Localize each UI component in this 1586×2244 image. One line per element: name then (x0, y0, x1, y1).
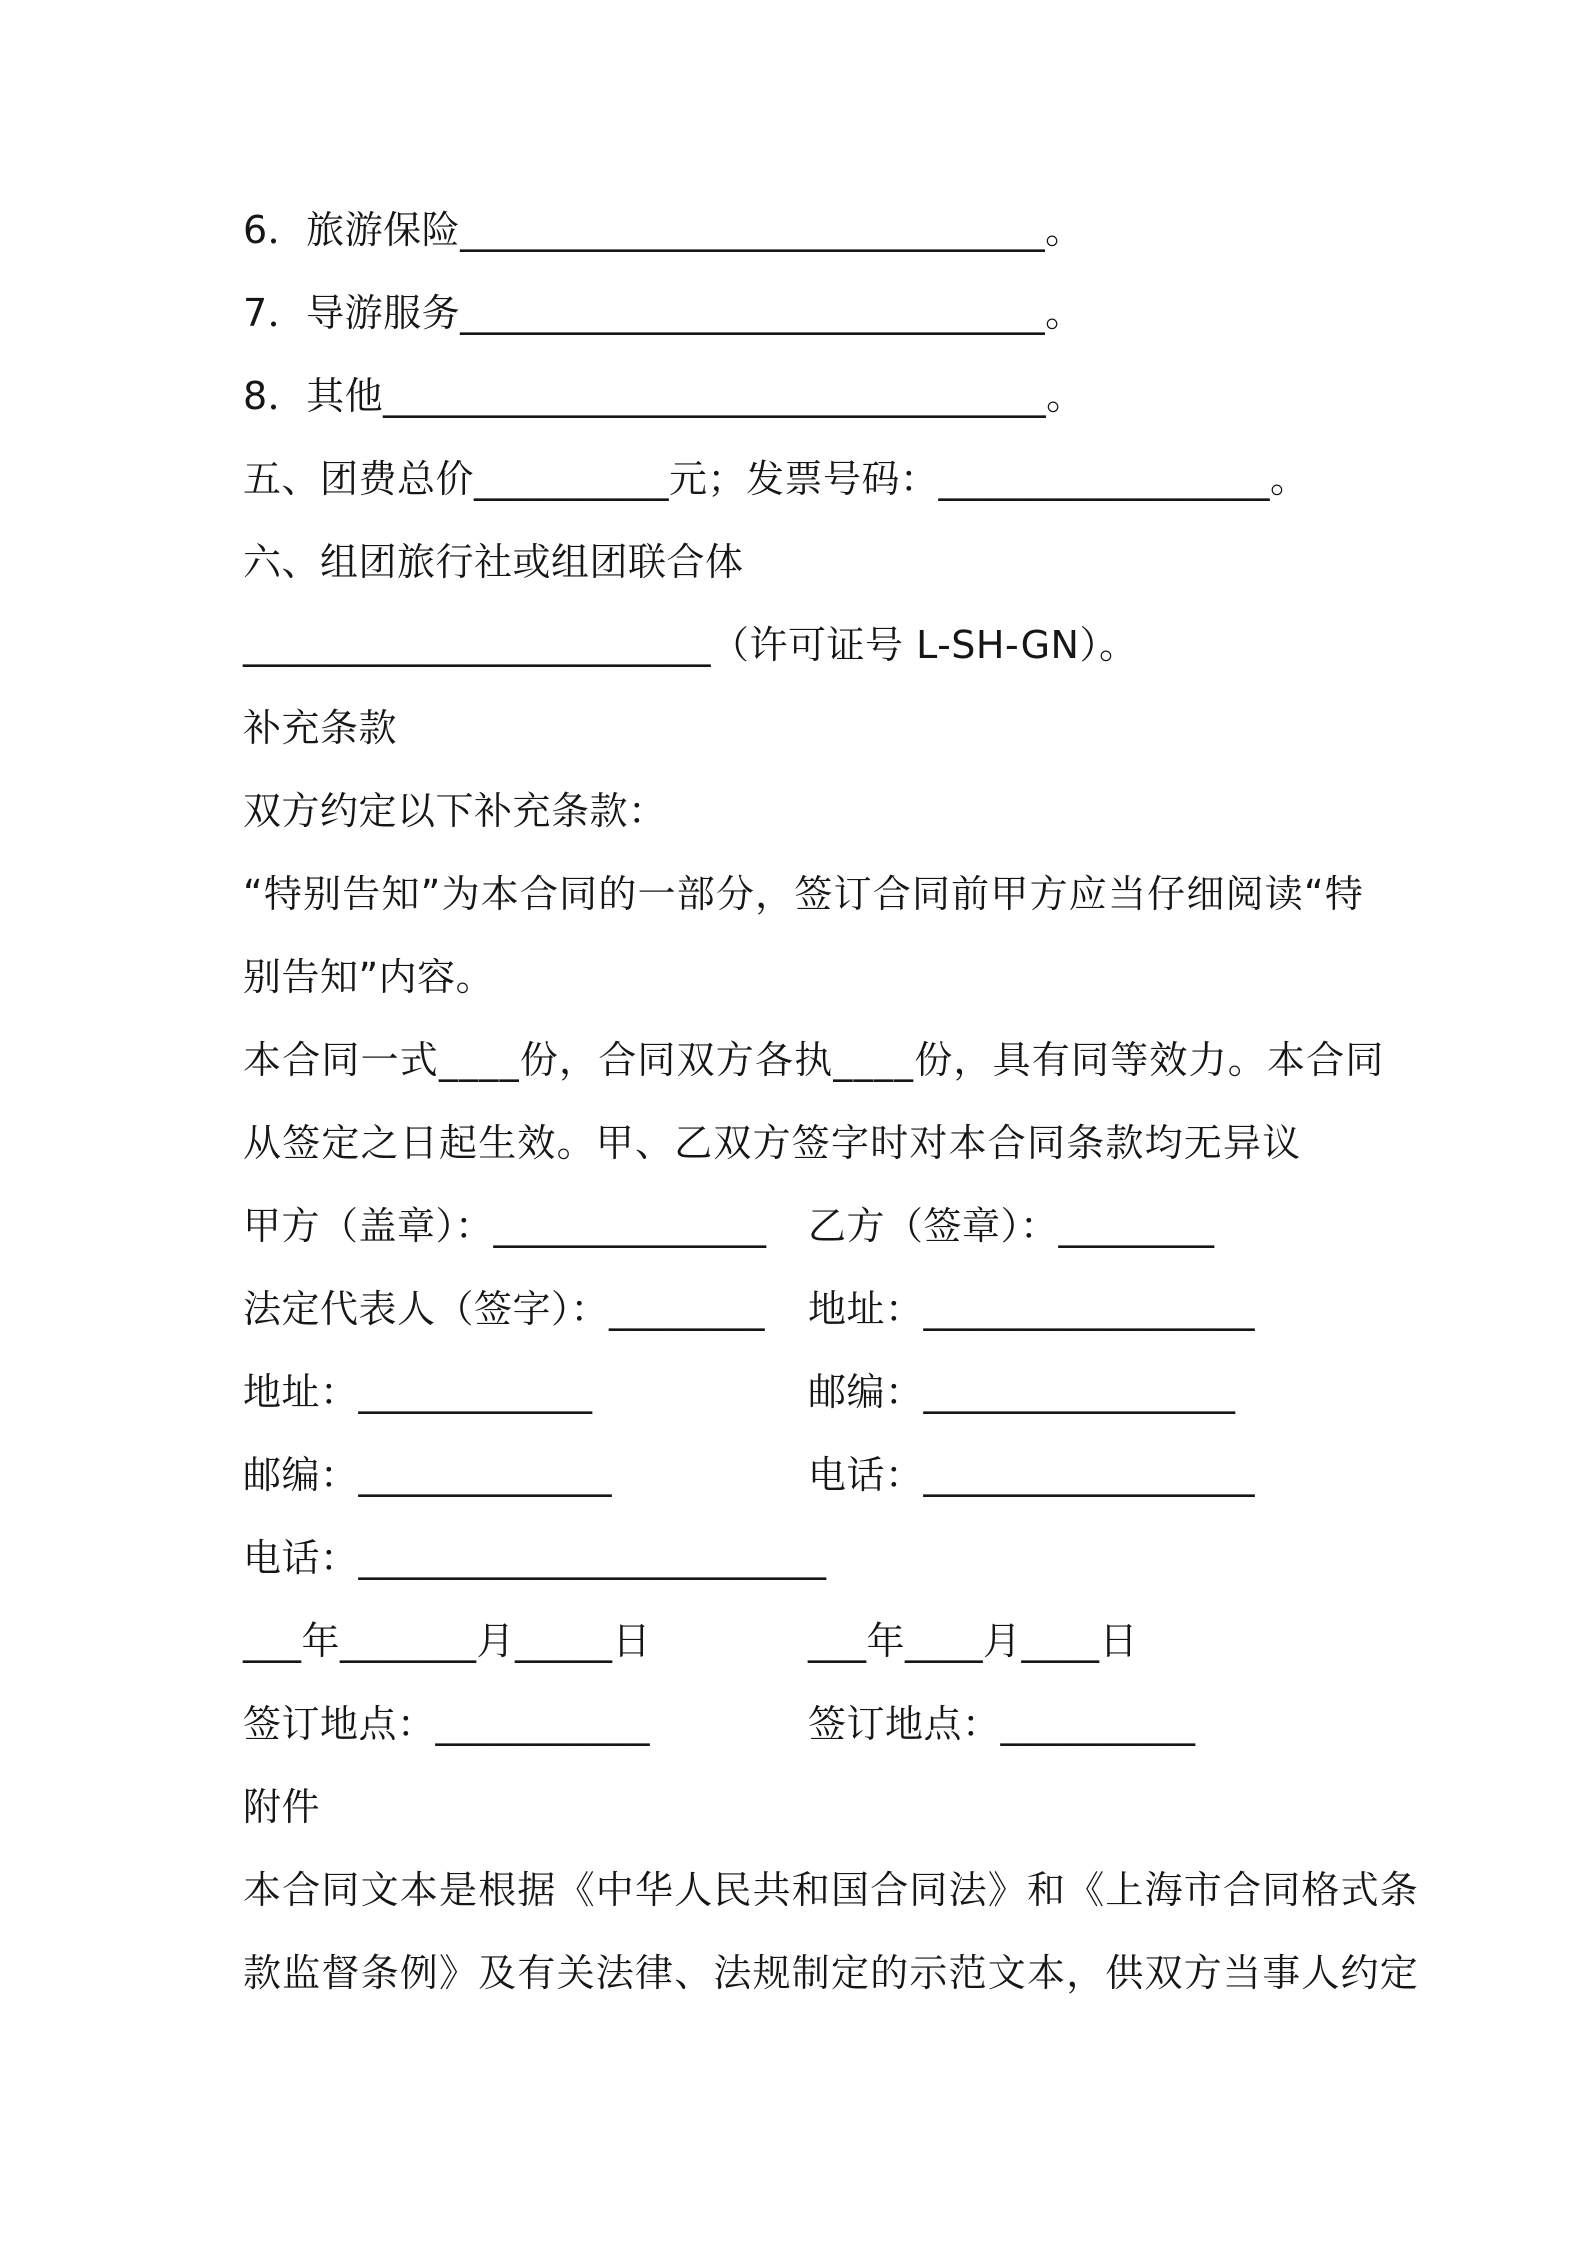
party-a-date: ___年_______月_____日 (243, 1619, 652, 1663)
party-b-address: 地址：_________________ (808, 1287, 1256, 1331)
party-a-phone: 电话：________________________ (243, 1536, 827, 1580)
appendix-heading: 附件 (243, 1785, 321, 1829)
clause-travel-agency: 六、组团旅行社或组团联合体 (243, 540, 744, 584)
party-b-signing-place: 签订地点：__________ (808, 1702, 1196, 1746)
party-a-seal: 甲方（盖章）：______________ (243, 1204, 767, 1248)
clause-travel-insurance: 6．旅游保险______________________________。 (243, 208, 1084, 252)
party-b-phone: 电话：_________________ (808, 1453, 1256, 1497)
copies-clause-line-1: 本合同一式____份，合同双方各执____份，具有同等效力。本合同 (243, 1038, 1385, 1082)
clause-other: 8．其他__________________________________。 (243, 374, 1085, 418)
appendix-text-line-2: 款监督条例》及有关法律、法规制定的示范文本，供双方当事人约定 (243, 1951, 1420, 1995)
party-a-address: 地址：____________ (243, 1370, 593, 1414)
party-a-postcode: 邮编：_____________ (243, 1453, 613, 1497)
clause-license-number: ________________________（许可证号 L-SH-GN）。 (243, 623, 1138, 667)
supplement-intro: 双方约定以下补充条款： (243, 789, 667, 833)
party-a-signing-place: 签订地点：___________ (243, 1702, 651, 1746)
copies-clause-line-2: 从签定之日起生效。甲、乙双方签字时对本合同条款均无异议 (243, 1121, 1302, 1165)
clause-total-price: 五、团费总价__________元；发票号码：_________________。 (243, 457, 1309, 501)
special-notice-line-1: “特别告知”为本合同的一部分，签订合同前甲方应当仔细阅读“特 (243, 872, 1365, 916)
supplement-heading: 补充条款 (243, 706, 398, 750)
clause-guide-service: 7．导游服务______________________________。 (243, 291, 1084, 335)
party-a-legal-rep: 法定代表人（签字）：________ (243, 1287, 766, 1331)
special-notice-line-2: 别告知”内容。 (243, 955, 495, 999)
party-b-postcode: 邮编：________________ (808, 1370, 1236, 1414)
appendix-text-line-1: 本合同文本是根据《中华人民共和国合同法》和《上海市合同格式条 (243, 1868, 1420, 1912)
party-b-date: ___年____月____日 (808, 1619, 1139, 1663)
party-b-seal: 乙方（签章）：________ (808, 1204, 1215, 1248)
